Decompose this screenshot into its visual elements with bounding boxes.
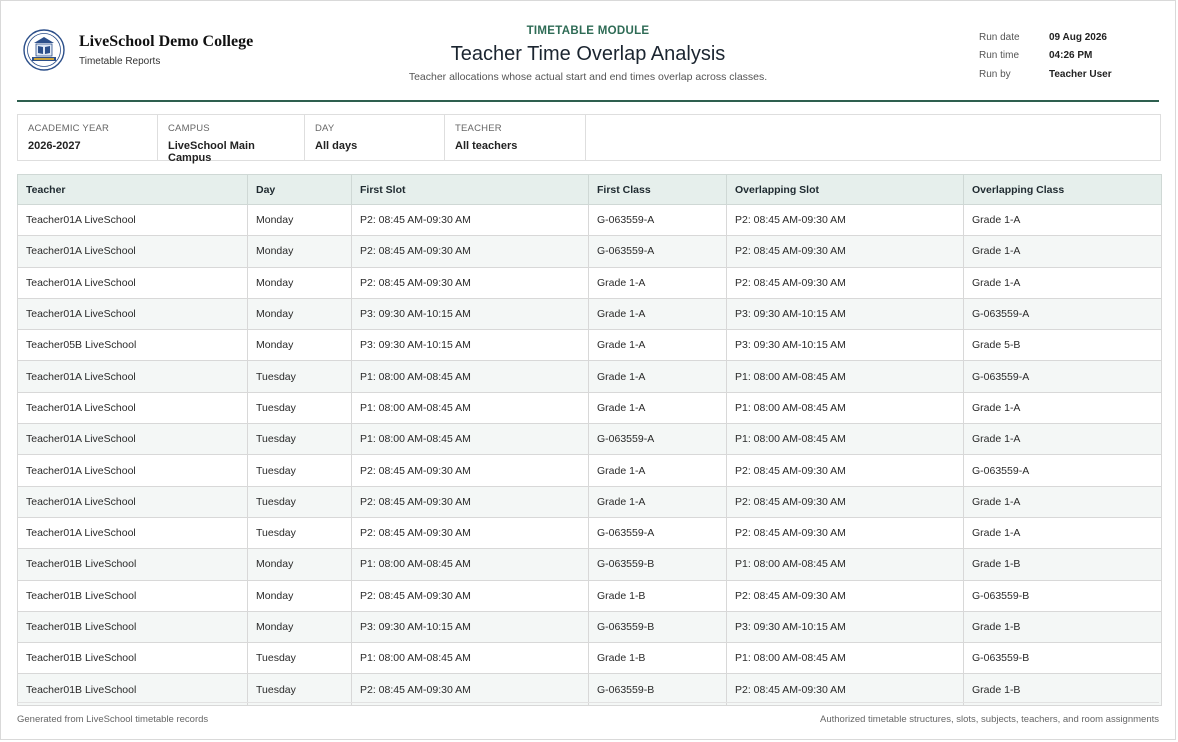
cell-first-slot: P2: 08:45 AM-09:30 AM — [352, 455, 589, 486]
cell-first-class: Grade 1-A — [589, 330, 727, 361]
filter-label: DAY — [315, 123, 335, 134]
cell-first-class: G-063559-B — [589, 549, 727, 580]
table-row — [18, 580, 1162, 611]
cell-overlapping-class: G-063559-B — [964, 643, 1162, 674]
cell-teacher: Teacher01B LiveSchool — [18, 643, 248, 674]
cell-day: Monday — [248, 236, 352, 267]
cell-day: Tuesday — [248, 643, 352, 674]
filter-academic-year — [18, 115, 158, 160]
cell-teacher: Teacher01B LiveSchool — [18, 549, 248, 580]
cell-overlapping-slot: P1: 08:00 AM-08:45 AM — [727, 643, 964, 674]
filter-value: 2026-2027 — [28, 140, 81, 152]
run-time-label: Run time — [979, 50, 1020, 62]
cell-overlapping-class: Grade 1-B — [964, 549, 1162, 580]
cell-day: Monday — [248, 205, 352, 236]
table-row — [18, 486, 1162, 517]
table-row — [18, 267, 1162, 298]
cell-first-class: Grade 1-A — [589, 267, 727, 298]
table-body — [18, 205, 1162, 706]
cell-first-slot: P2: 08:45 AM-09:30 AM — [352, 236, 589, 267]
cell-first-class: Grade 1-A — [589, 361, 727, 392]
cell-overlapping-class: Grade 1-A — [964, 486, 1162, 517]
cell-overlapping-class: Grade 1-A — [964, 236, 1162, 267]
cell-overlapping-slot: P1: 08:00 AM-08:45 AM — [727, 424, 964, 455]
cell-teacher: Teacher01A LiveSchool — [18, 361, 248, 392]
cell-day: Tuesday — [248, 517, 352, 548]
cell-teacher: Teacher01B LiveSchool — [18, 611, 248, 642]
cell-overlapping-class: Grade 1-A — [964, 424, 1162, 455]
cell-first-slot: P1: 08:00 AM-08:45 AM — [352, 643, 589, 674]
table-row — [18, 455, 1162, 486]
cell-day: Tuesday — [248, 455, 352, 486]
page-title: Teacher Time Overlap Analysis — [450, 43, 726, 65]
cell-teacher: Teacher01A LiveSchool — [18, 392, 248, 423]
cell-first-class: Grade 1-A — [589, 392, 727, 423]
cell-day: Monday — [248, 298, 352, 329]
cell-day: Monday — [248, 611, 352, 642]
cell-first-slot: P1: 08:00 AM-08:45 AM — [352, 424, 589, 455]
cell-teacher: Teacher01B LiveSchool — [18, 580, 248, 611]
report-header — [17, 1, 1159, 102]
cell-first-slot: P2: 08:45 AM-09:30 AM — [352, 267, 589, 298]
cell-overlapping-class: Grade 1-A — [964, 392, 1162, 423]
cell-day: Tuesday — [248, 486, 352, 517]
filter-day — [305, 115, 445, 160]
cell-first-class: G-063559-B — [589, 611, 727, 642]
cell-first-slot: P2: 08:45 AM-09:30 AM — [352, 674, 589, 705]
cell-overlapping-slot: P2: 08:45 AM-09:30 AM — [727, 674, 964, 705]
cell-teacher: Teacher01A LiveSchool — [18, 517, 248, 548]
cell-teacher: Teacher01A LiveSchool — [18, 205, 248, 236]
cell-first-class: G-063559-A — [589, 517, 727, 548]
table-row — [18, 643, 1162, 674]
module-label: TIMETABLE MODULE — [526, 25, 650, 37]
cell-first-slot: P2: 08:45 AM-09:30 AM — [352, 205, 589, 236]
cell-overlapping-slot: P2: 08:45 AM-09:30 AM — [727, 205, 964, 236]
cell-first-slot: P2: 08:45 AM-09:30 AM — [352, 517, 589, 548]
cell-first-class: Grade 1-B — [589, 643, 727, 674]
table-row — [18, 330, 1162, 361]
cell-overlapping-class: Grade 1-B — [964, 611, 1162, 642]
column-header-teacher: Teacher — [18, 175, 248, 205]
cell-first-class: G-063559-A — [589, 205, 727, 236]
table-row — [18, 298, 1162, 329]
column-header-first-slot: First Slot — [352, 175, 589, 205]
cell-overlapping-class: G-063559-A — [964, 455, 1162, 486]
cell-overlapping-slot: P2: 08:45 AM-09:30 AM — [727, 517, 964, 548]
cell-overlapping-class: Grade 1-A — [964, 517, 1162, 548]
cell-first-class: Grade 1-A — [589, 486, 727, 517]
cell-first-class: G-063559-A — [589, 236, 727, 267]
cell-teacher: Teacher01A LiveSchool — [18, 236, 248, 267]
cell-overlapping-slot: P2: 08:45 AM-09:30 AM — [727, 236, 964, 267]
run-date-label: Run date — [979, 31, 1020, 43]
cell-first-class: G-063559-A — [589, 424, 727, 455]
cell-overlapping-slot: P1: 08:00 AM-08:45 AM — [727, 549, 964, 580]
filter-campus — [158, 115, 305, 164]
cell-teacher: Teacher01A LiveSchool — [18, 486, 248, 517]
footer-authorization-note: Authorized timetable structures, slots, subjects, teachers, and room assignments — [820, 714, 1159, 725]
filter-teacher — [445, 115, 586, 160]
cell-overlapping-class: Grade 1-A — [964, 267, 1162, 298]
cell-overlapping-slot: P2: 08:45 AM-09:30 AM — [727, 486, 964, 517]
cell-first-slot: P2: 08:45 AM-09:30 AM — [352, 486, 589, 517]
run-date-value: 09 Aug 2026 — [1049, 31, 1107, 43]
cell-day: Tuesday — [248, 392, 352, 423]
filter-label: CAMPUS — [168, 123, 210, 134]
cell-first-slot: P3: 09:30 AM-10:15 AM — [352, 611, 589, 642]
cell-first-class: Grade 1-A — [589, 455, 727, 486]
run-metadata — [979, 28, 1112, 84]
cell-teacher: Teacher01A LiveSchool — [18, 267, 248, 298]
table-row — [18, 517, 1162, 548]
column-header-overlapping-class: Overlapping Class — [964, 175, 1162, 205]
filter-value: All teachers — [455, 140, 518, 152]
cell-day: Monday — [248, 580, 352, 611]
cell-overlapping-slot: P3: 09:30 AM-10:15 AM — [727, 611, 964, 642]
filter-label: TEACHER — [455, 123, 502, 134]
table-header-row — [18, 175, 1162, 205]
table-row — [18, 205, 1162, 236]
page-description: Teacher allocations whose actual start and end times overlap across classes. — [408, 71, 768, 83]
cell-overlapping-class: Grade 1-B — [964, 674, 1162, 705]
cell-day: Monday — [248, 549, 352, 580]
college-name: LiveSchool Demo College — [79, 33, 254, 50]
filter-label: ACADEMIC YEAR — [28, 123, 110, 134]
cell-first-slot: P1: 08:00 AM-08:45 AM — [352, 392, 589, 423]
cell-overlapping-slot: P2: 08:45 AM-09:30 AM — [727, 580, 964, 611]
cell-first-slot: P1: 08:00 AM-08:45 AM — [352, 361, 589, 392]
cell-day: Monday — [248, 330, 352, 361]
cell-first-slot: P3: 09:30 AM-10:15 AM — [352, 330, 589, 361]
cell-overlapping-slot: P1: 08:00 AM-08:45 AM — [727, 361, 964, 392]
cell-first-slot: P1: 08:00 AM-08:45 AM — [352, 549, 589, 580]
cell-overlapping-class: G-063559-A — [964, 361, 1162, 392]
cell-first-slot: P2: 08:45 AM-09:30 AM — [352, 580, 589, 611]
cell-overlapping-class: Grade 1-A — [964, 205, 1162, 236]
filter-value: LiveSchool Main Campus — [168, 140, 255, 164]
cell-overlapping-slot: P1: 08:00 AM-08:45 AM — [727, 392, 964, 423]
report-footer — [17, 702, 1159, 725]
cell-overlapping-class: G-063559-A — [964, 298, 1162, 329]
table-row — [18, 549, 1162, 580]
cell-day: Tuesday — [248, 424, 352, 455]
run-by-value: Teacher User — [1049, 68, 1112, 80]
run-by-row — [979, 65, 1112, 84]
cell-day: Monday — [248, 267, 352, 298]
footer-source-note: Generated from LiveSchool timetable records — [17, 714, 209, 725]
cell-day: Tuesday — [248, 361, 352, 392]
cell-first-slot: P3: 09:30 AM-10:15 AM — [352, 298, 589, 329]
cell-day: Tuesday — [248, 674, 352, 705]
column-header-overlapping-slot: Overlapping Slot — [727, 175, 964, 205]
cell-teacher: Teacher01A LiveSchool — [18, 298, 248, 329]
cell-overlapping-class: Grade 5-B — [964, 330, 1162, 361]
table-row — [18, 611, 1162, 642]
run-date-row — [979, 28, 1112, 47]
cell-first-class: G-063559-B — [589, 674, 727, 705]
run-by-label: Run by — [979, 68, 1011, 80]
cell-overlapping-slot: P2: 08:45 AM-09:30 AM — [727, 455, 964, 486]
cell-overlapping-class: G-063559-B — [964, 580, 1162, 611]
table-row — [18, 361, 1162, 392]
cell-teacher: Teacher01A LiveSchool — [18, 455, 248, 486]
cell-overlapping-slot: P3: 09:30 AM-10:15 AM — [727, 330, 964, 361]
overlap-table — [17, 174, 1162, 706]
run-time-row — [979, 47, 1112, 66]
table-row — [18, 392, 1162, 423]
cell-overlapping-slot: P2: 08:45 AM-09:30 AM — [727, 267, 964, 298]
table-row — [18, 674, 1162, 705]
table-row — [18, 424, 1162, 455]
cell-first-class: Grade 1-A — [589, 298, 727, 329]
column-header-day: Day — [248, 175, 352, 205]
filter-value: All days — [315, 140, 358, 152]
college-subtitle: Timetable Reports — [79, 56, 161, 67]
filter-summary — [17, 114, 1161, 164]
cell-teacher: Teacher05B LiveSchool — [18, 330, 248, 361]
cell-teacher: Teacher01B LiveSchool — [18, 674, 248, 705]
cell-teacher: Teacher01A LiveSchool — [18, 424, 248, 455]
table-row — [18, 236, 1162, 267]
column-header-first-class: First Class — [589, 175, 727, 205]
cell-first-class: Grade 1-B — [589, 580, 727, 611]
run-time-value: 04:26 PM — [1049, 50, 1093, 62]
cell-overlapping-slot: P3: 09:30 AM-10:15 AM — [727, 298, 964, 329]
